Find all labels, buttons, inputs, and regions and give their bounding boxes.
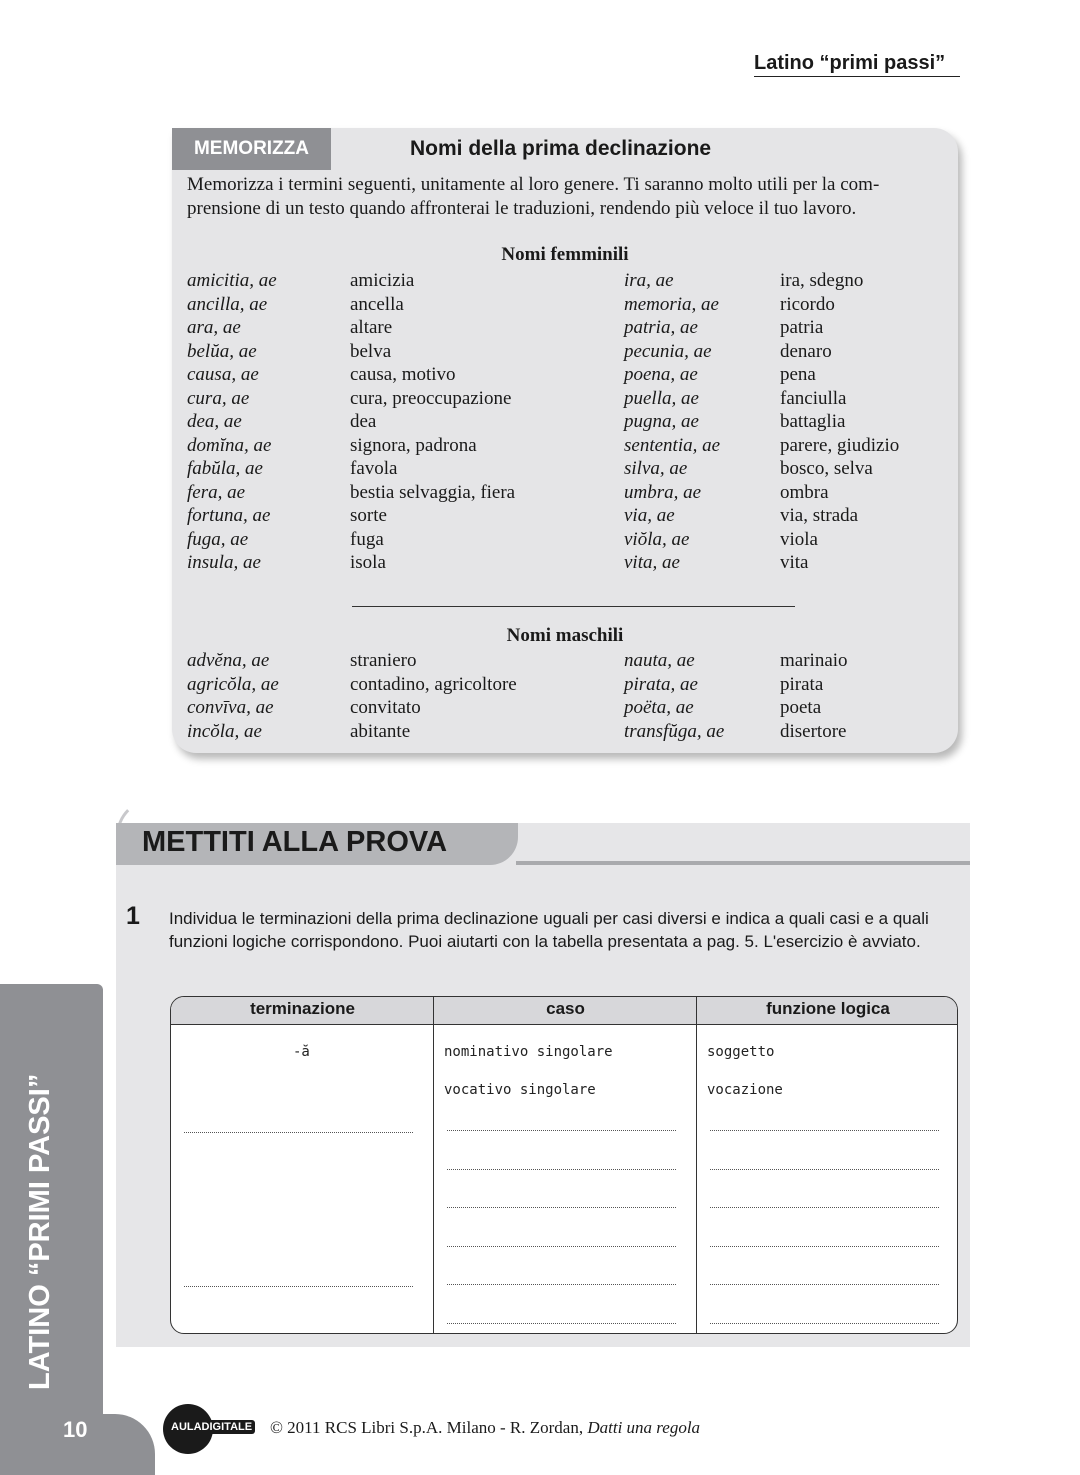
- latin-term: silva, ae: [624, 458, 688, 479]
- italian-meaning: via, strada: [780, 505, 859, 526]
- feminine-heading: Nomi femminili: [501, 244, 629, 265]
- italian-meaning: patria: [780, 317, 824, 338]
- italian-meaning: favola: [350, 458, 398, 479]
- answer-line[interactable]: [447, 1169, 676, 1170]
- latin-term: sententia, ae: [624, 434, 721, 456]
- word-row: [172, 504, 958, 528]
- ending-answer: -ă: [293, 1044, 310, 1060]
- latin-term: umbra, ae: [624, 481, 702, 503]
- latin-term: ancilla, ae: [187, 293, 268, 315]
- word-row: [172, 481, 958, 505]
- page-number: 10: [63, 1417, 88, 1442]
- memorizza-intro: Memorizza i termini seguenti, unitamente al loro genere. Ti saranno molto utili per la com-prensione di un testo quando affronterai le traduzioni, rendendo più veloce il tuo lavoro.: [187, 174, 880, 219]
- answer-line[interactable]: [447, 1246, 676, 1247]
- word-row: [172, 316, 958, 340]
- latin-term: agricŏla, ae: [187, 673, 279, 695]
- word-row: [172, 649, 958, 673]
- latin-term: domĭna, ae: [187, 434, 272, 456]
- masculine-heading: Nomi maschili: [506, 625, 624, 646]
- section-divider: [352, 606, 795, 607]
- latin-term: via, ae: [624, 505, 675, 526]
- masculine-word-list: [172, 649, 958, 743]
- answer-line[interactable]: [447, 1130, 676, 1131]
- italian-meaning: ancella: [350, 293, 404, 315]
- latin-term: dea, ae: [187, 411, 242, 432]
- italian-meaning: bosco, selva: [780, 458, 873, 479]
- latin-term: patria, ae: [624, 317, 698, 338]
- latin-term: nauta, ae: [624, 650, 695, 671]
- latin-term: poëta, ae: [624, 697, 694, 718]
- latin-term: cura, ae: [187, 387, 250, 409]
- answer-line[interactable]: [710, 1169, 939, 1170]
- word-row: [172, 269, 958, 293]
- exercise-table: [170, 996, 958, 1334]
- answer-line[interactable]: [184, 1132, 413, 1133]
- italian-meaning: straniero: [350, 650, 417, 671]
- italian-meaning: abitante: [350, 720, 411, 742]
- column-separator: [433, 997, 434, 1333]
- logo-label: AULADIGITALE: [168, 1420, 255, 1434]
- latin-term: poena, ae: [624, 364, 698, 385]
- latin-term: fabŭla, ae: [187, 458, 263, 479]
- answer-line[interactable]: [447, 1207, 676, 1208]
- answer-line[interactable]: [447, 1323, 676, 1324]
- italian-meaning: isola: [350, 552, 386, 573]
- italian-meaning: viola: [780, 528, 818, 550]
- case-answer: nominativo singolare: [444, 1044, 613, 1060]
- italian-meaning: pirata: [780, 673, 824, 695]
- answer-line[interactable]: [710, 1284, 939, 1285]
- italian-meaning: cura, preoccupazione: [350, 387, 512, 409]
- latin-term: fuga, ae: [187, 528, 249, 550]
- italian-meaning: parere, giudizio: [780, 434, 900, 456]
- word-row: [172, 528, 958, 552]
- column-separator: [696, 997, 697, 1333]
- word-row: [172, 363, 958, 387]
- word-row: [172, 457, 958, 481]
- latin-term: fera, ae: [187, 481, 246, 503]
- italian-meaning: ombra: [780, 481, 829, 503]
- latin-term: incŏla, ae: [187, 720, 262, 742]
- italian-meaning: pena: [780, 364, 816, 385]
- latin-term: amicitia, ae: [187, 270, 277, 291]
- book-title: Datti una regola: [587, 1418, 701, 1437]
- latin-term: pecunia, ae: [624, 340, 712, 362]
- running-title: Latino “primi passi”: [754, 52, 960, 77]
- italian-meaning: sorte: [350, 505, 387, 526]
- footer-copyright: © 2011 RCS Libri S.p.A. Milano - R. Zordan, Datti una regola: [270, 1418, 701, 1437]
- italian-meaning: signora, padrona: [350, 434, 477, 456]
- italian-meaning: denaro: [780, 340, 832, 362]
- word-row: [172, 673, 958, 697]
- latin-term: belŭa, ae: [187, 340, 257, 362]
- exercise-number: 1: [126, 902, 140, 930]
- italian-meaning: vita: [780, 552, 809, 573]
- latin-term: ira, ae: [624, 270, 674, 291]
- latin-term: fortuna, ae: [187, 505, 271, 526]
- prova-rule: [516, 861, 970, 865]
- latin-term: ara, ae: [187, 317, 241, 338]
- italian-meaning: marinaio: [780, 650, 848, 671]
- answer-line[interactable]: [710, 1323, 939, 1324]
- latin-term: insula, ae: [187, 552, 261, 573]
- table-header: [171, 997, 957, 1025]
- latin-term: causa, ae: [187, 364, 259, 385]
- feminine-word-list: [172, 269, 958, 575]
- word-row: [172, 551, 958, 575]
- header-caso: caso: [546, 999, 585, 1018]
- italian-meaning: contadino, agricoltore: [350, 673, 517, 695]
- latin-term: pugna, ae: [624, 411, 699, 432]
- word-row: [172, 387, 958, 411]
- latin-term: transfŭga, ae: [624, 720, 725, 742]
- word-row: [172, 340, 958, 364]
- header-terminazione: terminazione: [250, 999, 355, 1018]
- word-row: [172, 410, 958, 434]
- prova-title: METTITI ALLA PROVA: [142, 826, 448, 858]
- italian-meaning: ricordo: [780, 293, 835, 315]
- latin-term: puella, ae: [624, 387, 699, 409]
- latin-term: advĕna, ae: [187, 650, 270, 671]
- italian-meaning: fuga: [350, 528, 384, 550]
- word-row: [172, 293, 958, 317]
- italian-meaning: convitato: [350, 697, 421, 718]
- memorizza-box: [172, 128, 958, 753]
- function-answer: soggetto: [707, 1044, 775, 1060]
- word-row: [172, 696, 958, 720]
- italian-meaning: battaglia: [780, 411, 846, 432]
- function-answer: vocazione: [707, 1082, 783, 1098]
- word-row: [172, 720, 958, 744]
- side-tab-label: LATINO “PRIMI PASSI”: [24, 1073, 56, 1390]
- italian-meaning: poeta: [780, 697, 822, 718]
- italian-meaning: amicizia: [350, 270, 415, 291]
- latin-term: memoria, ae: [624, 293, 719, 315]
- latin-term: viŏla, ae: [624, 528, 690, 550]
- italian-meaning: belva: [350, 340, 392, 362]
- word-row: [172, 434, 958, 458]
- memorizza-title: Nomi della prima declinazione: [410, 137, 712, 160]
- italian-meaning: disertore: [780, 720, 847, 742]
- italian-meaning: causa, motivo: [350, 364, 456, 385]
- header-funzione-logica: funzione logica: [766, 999, 890, 1018]
- answer-line[interactable]: [710, 1246, 939, 1247]
- case-answer: vocativo singolare: [444, 1082, 596, 1098]
- latin-term: pirata, ae: [624, 673, 698, 695]
- italian-meaning: bestia selvaggia, fiera: [350, 481, 516, 503]
- answer-line[interactable]: [710, 1130, 939, 1131]
- italian-meaning: ira, sdegno: [780, 270, 864, 291]
- latin-term: convīva, ae: [187, 697, 274, 718]
- italian-meaning: altare: [350, 317, 393, 338]
- italian-meaning: fanciulla: [780, 387, 847, 409]
- italian-meaning: dea: [350, 411, 377, 432]
- answer-line[interactable]: [710, 1207, 939, 1208]
- answer-line[interactable]: [447, 1284, 676, 1285]
- latin-term: vita, ae: [624, 552, 680, 573]
- answer-line[interactable]: [184, 1286, 413, 1287]
- exercise-text: Individua le terminazioni della prima declinazione uguali per casi diversi e indica a quali casi e a quali funzioni logiche corrispondono. Puoi aiutarti con la tabella presentata a pag. 5. L'esercizio è avviato.: [169, 909, 929, 951]
- memorizza-tag: MEMORIZZA: [172, 128, 331, 170]
